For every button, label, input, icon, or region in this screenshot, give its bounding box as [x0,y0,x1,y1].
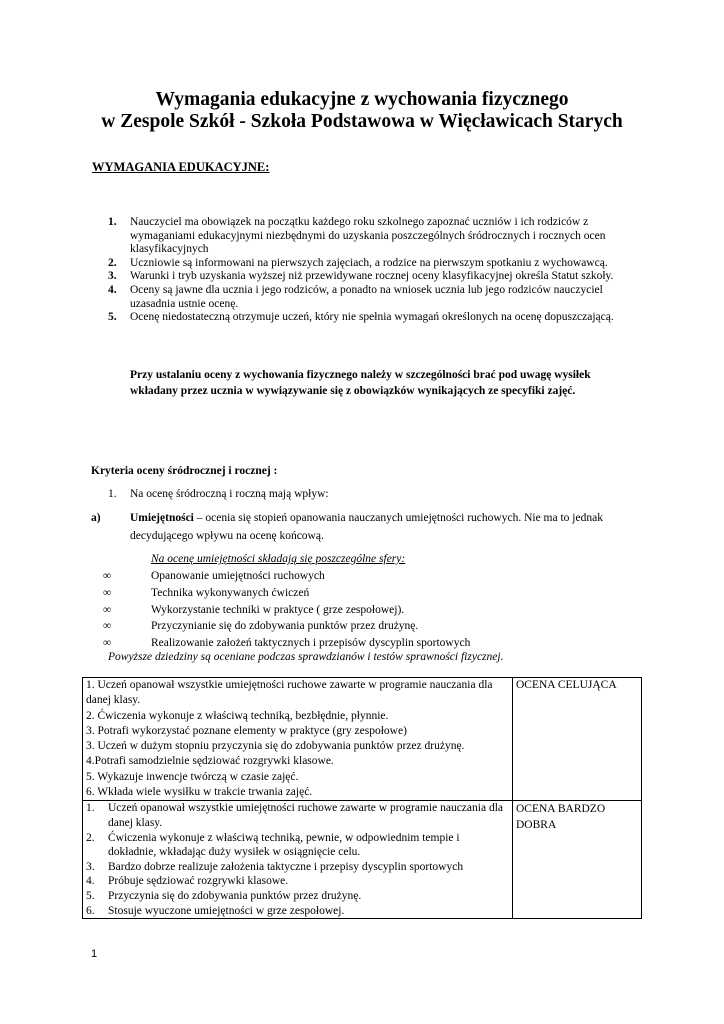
list-item [86,874,509,889]
sphere-text: Wykorzystanie techniki w praktyce ( grze zespołowej). [151,604,405,616]
requirement-number: 5. [108,311,117,324]
list-text: Stosuje wyuczone umiejętności w grze zespołowej. [108,904,345,917]
requirement-item [100,270,640,284]
criteria-point-text: Na ocenę śródroczną i roczną mają wpływ: [130,488,329,500]
sphere-item [103,602,404,618]
criteria-point-a-label: a) [91,512,101,524]
grade-name-cell: OCENA CELUJĄCA [513,678,642,801]
infinity-bullet-icon: ∞ [103,637,112,649]
list-item [86,860,509,875]
requirement-item [100,311,640,325]
skills-term: Umiejętności [130,512,194,524]
bold-note: Przy ustalaniu oceny z wychowania fizycznego należy w szczególności brać pod uwagę wysiłek wkładany przez ucznia w wywiązywanie się z obowiązków wynikających ze specyfiki zajęć. [130,369,591,397]
requirement-text: Warunki i tryb uzyskania wyższej niż przewidywane rocznej oceny klasyfikacyjnej określa Statut szkoły. [130,270,614,283]
requirement-number: 3. [108,270,117,283]
list-number: 2. [86,831,95,844]
section-heading: WYMAGANIA EDUKACYJNE: [92,160,270,174]
list-text: Przyczynia się do zdobywania punktów przez drużynę. [108,889,362,902]
list-item [86,889,509,904]
grade-name-cell: OCENA BARDZO DOBRA [513,801,642,919]
requirement-text: Uczniowie są informowani na pierwszych zajęciach, a rodzice na pierwszym spotkaniu z wychowawcą. [130,256,608,269]
list-number: 5. [86,889,95,902]
list-number: 4. [86,875,95,888]
requirement-item [100,257,640,271]
criteria-line: 6. Wkłada wiele wysiłku w trakcie trwania zajęć. [86,786,313,799]
criteria-line: 1. Uczeń opanował wszystkie umiejętności ruchowe zawarte w programie nauczania dla danej klasy. [86,679,493,707]
criteria-line: 4.Potrafi samodzielnie sędziować rozgrywki klasowe. [86,755,334,768]
document-title-line1: Wymagania edukacyjne z wychowania fizycznego [155,89,569,110]
criteria-heading: Kryteria oceny śródrocznej i rocznej : [91,465,278,477]
criteria-line: 3. Potrafi wykorzystać poznane elementy w praktyce (gry zespołowe) [86,724,407,737]
infinity-bullet-icon: ∞ [103,604,112,616]
list-text: Próbuje sędziować rozgrywki klasowe. [108,875,289,888]
sphere-item [103,568,325,584]
requirement-number: 1. [108,216,117,228]
table-row [83,801,642,919]
criteria-point-1 [108,487,329,501]
document-title-line2: w Zespole Szkół - Szkoła Podstawowa w Więcławicach Starych [101,111,623,132]
spheres-intro: Na ocenę umiejętności składają się poszczególne sfery: [151,553,406,565]
list-item [86,904,509,919]
list-item [86,831,509,860]
list-text: Uczeń opanował wszystkie umiejętności ruchowe zawarte w programie nauczania dla danej klasy. [108,802,503,829]
requirement-item [100,284,640,311]
infinity-bullet-icon: ∞ [103,587,112,599]
requirement-text: Ocenę niedostateczną otrzymuje uczeń, który nie spełnia wymagań określonych na ocenę dopuszczającą. [130,311,614,324]
sphere-text: Realizowanie założeń taktycznych i przepisów dyscyplin sportowych [151,637,471,649]
requirement-number: 2. [108,256,117,269]
skills-description: – ocenia się stopień opanowania nauczanych umiejętności ruchowych. Nie ma to jednak decydującego wpływu na ocenę końcową. [130,512,603,542]
spheres-note: Powyższe dziedziny są oceniane podczas sprawdzianów i testów sprawności fizycznej. [108,651,504,663]
sphere-text: Przyczynianie się do zdobywania punktów przez drużynę. [151,620,419,632]
grades-table [82,677,642,919]
requirements-list [100,216,640,325]
infinity-bullet-icon: ∞ [103,620,112,632]
criteria-line: 5. Wykazuje inwencje twórczą w czasie zajęć. [86,770,299,783]
sphere-text: Opanowanie umiejętności ruchowych [151,570,325,582]
grade-criteria-cell [83,678,513,801]
grade-criteria-cell [83,801,513,919]
criteria-line: 2. Ćwiczenia wykonuje z właściwą techniką, bezbłędnie, płynnie. [86,709,389,722]
list-item [86,801,509,830]
sphere-item [103,585,309,601]
page-number: 1 [91,948,98,960]
criteria-line: 3. Uczeń w dużym stopniu przyczynia się do zdobywania punktów przez drużynę. [86,740,465,753]
criteria-list [86,801,509,918]
criteria-point-number: 1. [108,488,117,500]
list-text: Bardzo dobrze realizuje założenia taktyczne i przepisy dyscyplin sportowych [108,860,464,873]
list-number: 1. [86,802,95,815]
sphere-item [103,618,418,634]
list-number: 6. [86,904,95,917]
list-number: 3. [86,860,95,873]
requirement-text: Oceny są jawne dla ucznia i jego rodziców, a ponadto na wniosek ucznia lub jego rodziców nauczyciel uzasadnia ustnie ocenę. [130,283,603,310]
requirement-item [100,216,640,257]
list-text: Ćwiczenia wykonuje z właściwą techniką, pewnie, w odpowiednim tempie i dokładnie, wkładając duży wysiłek w osiągnięcie celu. [108,831,460,859]
table-row [83,678,642,801]
sphere-text: Technika wykonywanych ćwiczeń [151,587,310,599]
criteria-point-a [91,509,641,545]
sphere-item [103,635,470,651]
requirement-number: 4. [108,283,117,296]
requirement-text: Nauczyciel ma obowiązek na początku każdego roku szkolnego zapoznać uczniów i ich rodziców z wymaganiami edukacyjnymi niezbędnymi do uzyskania poszczególnych śródrocznych i rocznych ocen klasyfikacyjnych [130,216,606,256]
infinity-bullet-icon: ∞ [103,570,112,582]
